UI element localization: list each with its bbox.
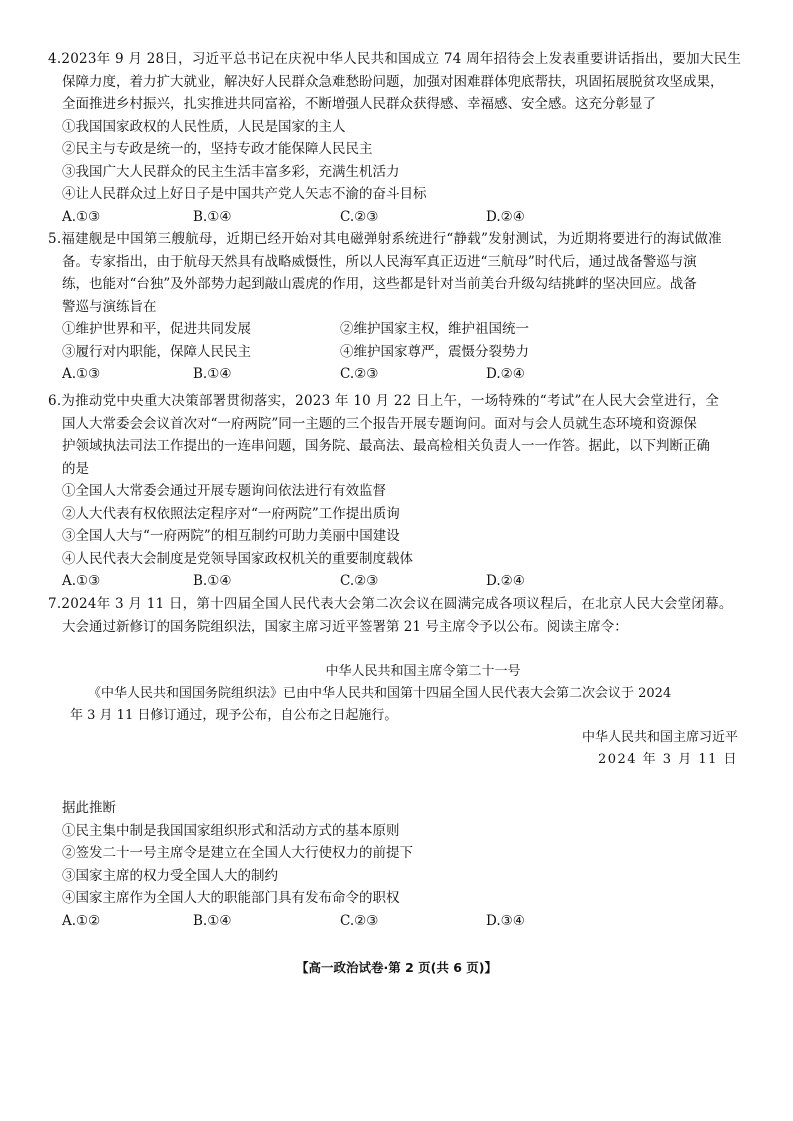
question-4-statement-1: ①我国国家政权的人民性质，人民是国家的主人 [62,118,346,135]
question-7-statement-4: ④国家主席作为全国人大的职能部门具有发布命令的职权 [62,890,400,906]
question-4 [48,48,758,228]
question-7-option-d: D.③④ [486,912,525,929]
presidential-order [48,661,758,771]
question-6 [48,390,758,593]
question-6-option-c: C.②③ [340,573,379,589]
question-4-statement-3: ③我国广大人民群众的民主生活丰富多彩，充满生机活力 [62,163,400,180]
question-6-statement-4: ④人民代表大会制度是党领导国家政权机关的重要制度载体 [62,550,413,567]
question-4-options [48,206,758,229]
question-6-statement-3: ③全国人大与“一府两院”的相互制约可助力美丽中国建设 [62,528,400,544]
question-4-option-b: B.①④ [193,208,232,225]
question-6-options [48,570,758,593]
question-7-stem-line-2: 大会通过新修订的国务院组织法，国家主席习近平签署第 21 号主席令予以公布。阅读主席令： [62,618,628,635]
question-7-statement-1: ①民主集中制是我国国家组织形式和活动方式的基本原则 [62,822,400,839]
question-7-statement-3: ③国家主席的权力受全国人大的制约 [62,867,278,884]
question-7-prompt: 据此推断 [62,800,116,816]
question-5-stem-line-4: 警巡与演练旨在 [62,298,157,315]
order-date: 2024 年 3 月 11 日 [597,752,738,767]
question-7-body [48,797,758,932]
question-5-statement-1: ①维护世界和平，促进共同发展 [62,321,251,337]
question-7 [48,593,758,638]
question-5-statement-3: ③履行对内职能，保障人民民主 [62,343,251,360]
question-4-option-a: A.①③ [62,208,101,225]
question-7-option-c: C.②③ [340,912,379,929]
question-5-option-c: C.②③ [340,366,379,382]
question-5-options [48,363,758,386]
order-body-line-2: 年 3 月 11 日修订通过，现予公布，自公布之日起施行。 [70,708,398,723]
page-footer: 【高一政治试卷·第 2 页(共 6 页)】 [296,960,497,975]
question-6-stem-line-1: 6.为推动党中央重大决策部署贯彻落实，2023 年 10 月 22 日上午，一场特殊的“考试”在人民大会堂进行，全 [48,393,720,409]
question-5-stem-line-3: 练，也能对“台独”及外部势力起到敲山震虎的作用，这些都是针对当前美台升级勾结挑衅的坚决回应。战备 [62,276,697,292]
question-6-statement-1: ①全国人大常委会通过开展专题询问依法进行有效监督 [62,483,386,499]
question-5-option-a: A.①③ [62,366,101,382]
question-5 [48,228,758,386]
question-4-stem-line-2: 保障力度，着力扩大就业，解决好人民群众急难愁盼问题，加强对困难群体兜底帮扶，巩固拓展脱贫攻坚成果， [62,73,724,90]
question-6-option-a: A.①③ [62,573,101,589]
order-signature: 中华人民共和国主席习近平 [581,730,738,745]
question-6-statement-2: ②人大代表有权依照法定程序对“一府两院”工作提出质询 [62,505,400,522]
question-7-options [48,910,758,933]
question-4-option-c: C.②③ [340,208,379,225]
question-6-stem-line-2: 国人大常委会会议首次对“一府两院”同一主题的三个报告开展专题询问。面对与会人员就生态环境和资源保 [62,415,697,432]
question-6-option-b: B.①④ [193,573,232,589]
order-title: 中华人民共和国主席令第二十一号 [325,664,521,679]
question-6-option-d: D.②④ [486,573,525,589]
question-5-statement-4: ④维护国家尊严，震慑分裂势力 [340,343,529,360]
question-5-option-b: B.①④ [193,366,232,382]
question-4-option-d: D.②④ [486,208,525,225]
question-7-statement-2: ②签发二十一号主席令是建立在全国人大行使权力的前提下 [62,845,413,861]
order-body-line-1: 《中华人民共和国国务院组织法》已由中华人民共和国第十四届全国人民代表大会第二次会议于 2024 [88,686,672,701]
question-4-statement-4: ④让人民群众过上好日子是中国共产党人矢志不渝的奋斗目标 [62,186,427,202]
question-6-stem-line-3: 护领域执法司法工作提出的一连串问题，国务院、最高法、最高检相关负责人一一作答。据此，以下判断正确 [62,438,710,454]
question-4-stem-line-3: 全面推进乡村振兴，扎实推进共同富裕，不断增强人民群众获得感、幸福感、安全感。这充分彰显了 [62,96,656,112]
question-5-statement-2: ②维护国家主权，维护祖国统一 [340,321,529,337]
question-5-statements-row-2 [48,341,758,364]
question-5-statements-row-1 [48,318,758,341]
question-7-option-a: A.①② [62,912,101,929]
question-5-option-d: D.②④ [486,366,525,382]
question-7-stem-line-1: 7.2024年 3 月 11 日，第十四届全国人民代表大会第二次会议在圆满完成各项议程后，在北京人民大会堂闭幕。 [48,596,733,612]
question-5-stem-line-1: 5.福建舰是中国第三艘航母，近期已经开始对其电磁弹射系统进行“静载”发射测试，为近期将要进行的海试做准 [48,231,722,247]
question-6-stem-line-4: 的是 [62,460,89,477]
question-7-option-b: B.①④ [193,912,232,929]
question-4-statement-2: ②民主与专政是统一的，坚持专政才能保障人民民主 [62,141,373,157]
question-5-stem-line-2: 备。专家指出，由于航母天然具有战略威慑性，所以人民海军真正迈进“三航母”时代后，通过战备警巡与演 [62,253,697,270]
question-4-stem-line-1: 4.2023年 9 月 28日，习近平总书记在庆祝中华人民共和国成立 74 周年招待会上发表重要讲话指出，要加大民生 [48,51,742,67]
